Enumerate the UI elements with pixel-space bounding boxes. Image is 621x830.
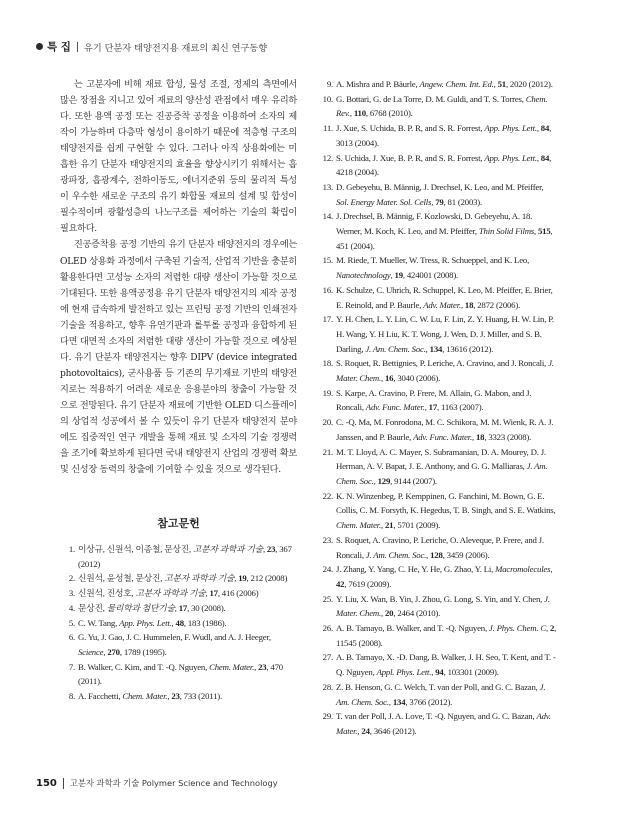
reference-text: J. Zhang, Y. Yang, C. He, Y. He, G. Zhao, Y. Li, Macromolecules, 42, 7619 (2009). — [336, 564, 553, 589]
body-paragraph: 는 고분자에 비해 재료 합성, 물성 조절, 정제의 측면에서 많은 장점을 지니고 있어 재료의 양산성 관점에서 매우 유리하다. 또한 용액 공정 또는 진공증착 공정을 이용하여 소자의 제작이 가능하며 다층막 형성이 용이하기 때문에 적층형 구조의 태양전지를 쉽게 구현할 수 있다. 그러나 아직 상용화에는 미흡한 유기 단분자 태양전지의 효율을 향상시키기 위해서는 흡광파장, 흡광계수, 전하이동도, 에너지준위 등의 물리적 특성이 우수한 새로운 구조의 유기 화합물 재료의 설계 및 합성이 필수적이며 광활성층의 나노구조를 제어하는 기술의 확립이 필요하다. — [60, 80, 297, 235]
reference-pages-year: , 3646 (2012). — [369, 725, 417, 736]
reference-text: A. Mishra and P. Bäurle, Angew. Chem. Int. Ed., 51, 2020 (2012). — [336, 79, 553, 89]
reference-pages-year: , 2872 (2006). — [473, 299, 521, 310]
reference-item — [317, 386, 557, 415]
reference-journal: J. Phys. Chem. C — [488, 623, 546, 634]
reference-pages-year: , 3040 (2006). — [393, 373, 441, 384]
reference-journal: Angew. Chem. Int. Ed. — [419, 79, 494, 89]
reference-item — [317, 92, 557, 121]
reference-text: A. Facchetti, Chem. Mater., 23, 733 (2011). — [78, 691, 222, 702]
reference-pages-year: , 13616 (2012). — [442, 343, 494, 354]
reference-text: 문상진, 물리학과 첨단기술, 17, 30 (2008). — [78, 602, 226, 613]
reference-authors: J. Drechsel, B. Männig, F. Kozlowski, D. Gebeyehu, A. 18. Werner, M. Koch, K. Leo, and M. Pfeiffer, — [336, 211, 533, 237]
reference-journal: Science — [78, 646, 104, 657]
reference-authors: S. Roquet, R. Bettignies, P. Leriche, A. Cravino, and J. Roncali, — [336, 358, 549, 369]
reference-journal: Thin Solid Films — [478, 226, 535, 237]
reference-text: M. Riede, T. Mueller, W. Tress, R. Schueppel, and K. Leo, Nanotechnology, 19, 424001 (2008). — [336, 255, 530, 281]
reference-pages-year: , 733 (2011). — [179, 691, 222, 702]
reference-item — [317, 415, 557, 444]
reference-journal: Chem. Mater. — [209, 661, 255, 672]
reference-volume: 51 — [497, 79, 506, 89]
reference-authors: G. Yu, J. Gao, J. C. Hummelen, F. Wudl, and A. J. Heeger, — [78, 632, 271, 643]
reference-volume: 17 — [428, 402, 438, 413]
reference-volume: 110 — [353, 108, 366, 119]
reference-journal: J. Mater. Chem. — [336, 358, 554, 384]
reference-journal: Appl. Phys. Lett. — [376, 667, 432, 678]
reference-item — [317, 151, 557, 180]
reference-authors: S. Karpe, A. Cravino, P. Frere, M. Allain, G. Mabon, and J. Roncali, — [336, 387, 532, 413]
reference-volume: 16 — [384, 373, 394, 384]
reference-volume: 19 — [394, 270, 403, 281]
reference-text: Z. B. Henson, G. C. Welch, T. van der Poll, and G. C. Bazan, J. Am. Chem. Soc., 134, 3766 (2012). — [336, 681, 546, 707]
reference-pages-year: , 3459 (2006). — [442, 549, 490, 560]
header-divider — [77, 42, 78, 52]
footer-divider — [63, 778, 64, 789]
journal-name: 고분자 과학과 기술 Polymer Science and Technology — [69, 778, 278, 788]
reference-number: 18. — [322, 358, 333, 369]
reference-authors: S. Uchida, J. Xue, B. P. R, and S. R. Forrest, — [336, 152, 485, 163]
reference-journal: Chem. Mater. — [336, 520, 381, 531]
reference-item — [60, 586, 300, 601]
reference-text: A. B. Tamayo, X. -D. Dang, B. Walker, J. H. Seo, T. Kent, and T. -Q. Nguyen, Appl. Phys. Lett., 94, 103301 (2009). — [336, 652, 556, 678]
reference-number: 17. — [322, 314, 333, 325]
reference-volume: 128 — [430, 549, 443, 560]
reference-journal: App. Phys. Lett. — [119, 617, 172, 628]
reference-journal: J. Am. Chem. Soc. — [336, 681, 546, 707]
reference-number: 26. — [322, 623, 333, 634]
reference-number: 3. — [68, 588, 75, 599]
page-footer — [36, 777, 278, 789]
reference-pages-year: , 451 (2004). — [336, 226, 553, 251]
reference-text: B. Walker, C. Kim, and T. -Q. Nguyen, Chem. Mater., 23, 470 (2011). — [78, 661, 283, 687]
reference-authors: G. Bottari, G. de La Torre, D. M. Guldi, and T. S. Torres, — [336, 93, 526, 104]
reference-journal: Macromolecules — [495, 564, 551, 575]
body-text-column — [60, 77, 297, 478]
reference-authors: S. Roquet, A. Cravino, P. Leriche, O. Aleveque, P. Frere, and J. Roncali, — [336, 534, 544, 560]
reference-volume: 129 — [377, 475, 391, 486]
reference-volume: 19 — [238, 573, 247, 584]
reference-item — [317, 533, 557, 562]
reference-pages-year: , 2020 (2012). — [505, 79, 553, 89]
reference-pages-year: , 1789 (1995). — [119, 646, 167, 657]
reference-pages-year: , 6768 (2010). — [365, 108, 413, 119]
reference-number: 24. — [322, 564, 333, 575]
reference-journal: 고분자 과학과 기술 — [135, 588, 206, 599]
reference-item — [317, 562, 557, 591]
reference-authors: D. Gebeyehu, B. Männig, J. Drechsel, K. Leo, and M. Pfeiffer, — [336, 181, 544, 192]
reference-number: 10. — [322, 93, 333, 104]
reference-authors: 문상진, — [78, 602, 107, 613]
reference-text: C. W. Tang, App. Phys. Lett., 48, 183 (1986). — [78, 617, 227, 628]
reference-authors: A. Facchetti, — [78, 691, 123, 702]
reference-item — [317, 592, 557, 621]
reference-pages-year: , 9144 (2007). — [390, 475, 437, 486]
reference-volume: 23 — [171, 691, 180, 702]
reference-journal: App. Phys. Lett. — [484, 152, 537, 163]
reference-item — [60, 601, 300, 616]
reference-text: J. Drechsel, B. Männig, F. Kozlowski, D. Gebeyehu, A. 18. Werner, M. Koch, K. Leo, and M. Pfeiffer, Thin Solid Films, 515, 451 (2004). — [336, 211, 553, 251]
reference-text: M. T. Lloyd, A. C. Mayer, S. Subramanian, D. A. Mourey, D. J. Herman, A. V. Bapat, J. E. Anthony, and G. G. Malliaras, J. Am. Chem. Soc., 129, 9144 (2007). — [336, 446, 548, 486]
page-header — [36, 39, 267, 54]
reference-item — [317, 77, 557, 92]
references-list-right — [317, 77, 557, 739]
reference-journal: J. Mater. Chem. — [336, 593, 550, 619]
reference-pages-year: , 11545 (2008). — [336, 623, 557, 648]
reference-item — [317, 445, 557, 489]
reference-item — [317, 180, 557, 209]
reference-journal: J. Am. Chem. Soc. — [365, 549, 427, 560]
reference-item — [60, 660, 300, 689]
reference-number: 15. — [322, 255, 333, 266]
reference-pages-year: , 30 (2008). — [187, 602, 226, 613]
reference-volume: 20 — [384, 608, 394, 619]
reference-pages-year: , 212 (2008) — [246, 573, 288, 584]
reference-volume: 18 — [464, 299, 474, 310]
reference-number: 12. — [322, 152, 333, 163]
reference-text: G. Yu, J. Gao, J. C. Hummelen, F. Wudl, and A. J. Heeger, Science, 270, 1789 (1995). — [78, 632, 271, 657]
reference-volume: 79 — [435, 196, 444, 207]
reference-pages-year: , 81 (2003). — [443, 196, 482, 207]
reference-number: 13. — [322, 181, 333, 192]
reference-journal: J. Am. Chem. Soc. — [365, 343, 426, 354]
reference-number: 4. — [68, 602, 75, 613]
reference-item — [317, 121, 557, 150]
reference-volume: 23 — [258, 661, 267, 672]
reference-journal: J. Am. Chem. Soc. — [336, 461, 548, 486]
reference-authors: Z. B. Henson, G. C. Welch, T. van der Poll, and G. C. Bazan, — [336, 681, 540, 692]
bullet-icon — [36, 43, 43, 50]
reference-number: 25. — [322, 593, 333, 604]
reference-item — [317, 283, 557, 312]
reference-journal: Chem. Mater. — [122, 691, 168, 702]
reference-text: Y. H. Chen, L. Y. Lin, C. W. Lu, F. Lin, Z. Y. Huang, H. W. Lin, P. H. Wang, Y. H Liu, K. T. Wong, J. Wen, D. J. Miller, and S. B. Darling, J. Am. Chem. Soc., 134, 13616 (2012). — [336, 314, 554, 354]
reference-text: J. Xue, S. Uchida, B. P. R, and S. R. Forrest, App. Phys. Lett., 84, 3013 (2004). — [336, 123, 552, 148]
reference-authors: A. Mishra and P. Bäurle, — [336, 79, 420, 89]
reference-volume: 24 — [361, 725, 370, 736]
reference-number: 19. — [322, 387, 333, 398]
reference-pages-year: , 367 (2012) — [78, 544, 292, 569]
reference-item — [60, 571, 300, 586]
reference-text: K. Schulze, C. Uhrich, R. Schuppel, K. Leo, M. Pfeiffer, E. Brier, E. Reinold, and P. Baurle, Adv. Mater., 18, 2872 (2006). — [336, 284, 553, 310]
reference-text: Y. Liu, X. Wan, B. Yin, J. Zhou, G. Long, S. Yin, and Y. Chen, J. Mater. Chem., 20, 2464 (2010). — [336, 593, 550, 619]
reference-authors: M. T. Lloyd, A. C. Mayer, S. Subramanian, D. A. Mourey, D. J. Herman, A. V. Bapat, J. E. Anthony, and G. G. Malliaras, — [336, 446, 546, 472]
reference-pages-year: , 7619 (2009). — [344, 578, 392, 589]
reference-item — [60, 616, 300, 631]
reference-pages-year: , 183 (1986). — [183, 617, 227, 628]
reference-authors: J. Xue, S. Uchida, B. P. R, and S. R. Forrest, — [336, 123, 485, 134]
reference-pages-year: , 3323 (2008). — [484, 431, 532, 442]
reference-text: K. N. Winzenbeg, P. Kemppinen, G. Fanchini, M. Bown, G. E. Collis, C. M. Forsyth, K. Hegedus, T. B. Singh, and S. E. Watkins, Chem. Mater., 21, 5701 (2009). — [336, 490, 556, 531]
reference-number: 5. — [68, 617, 75, 628]
reference-journal: Adv. Func. Mater. — [413, 431, 472, 442]
reference-authors: 신원석, 윤성철, 문상진, — [78, 573, 165, 584]
reference-pages-year: , 3013 (2004). — [336, 123, 552, 148]
reference-text: C. -Q. Ma, M. Fonrodona, M. C. Schikora, M. M. Wienk, R. A. J. Janssen, and P. Baurle, Adv. Func. Mater., 18, 3323 (2008). — [336, 417, 554, 442]
reference-pages-year: , 3766 (2012). — [405, 696, 453, 707]
reference-text: S. Roquet, A. Cravino, P. Leriche, O. Aleveque, P. Frere, and J. Roncali, J. Am. Chem. Soc., 128, 3459 (2006). — [336, 534, 544, 560]
reference-authors: C. W. Tang, — [78, 617, 120, 628]
page-number: 150 — [36, 777, 57, 789]
reference-number: 7. — [68, 661, 75, 672]
reference-item — [60, 689, 300, 704]
reference-authors: A. B. Tamayo, X. -D. Dang, B. Walker, J. H. Seo, T. Kent, and T. -Q. Nguyen, — [336, 652, 556, 678]
reference-item — [317, 253, 557, 282]
reference-number: 28. — [322, 681, 333, 692]
reference-pages-year: , 1163 (2007). — [437, 402, 484, 413]
reference-number: 2. — [68, 573, 75, 584]
reference-pages-year: , 416 (2006) — [217, 588, 259, 599]
reference-authors: 신원석, 진성호, — [78, 588, 136, 599]
body-paragraph: 진공증착용 공정 기반의 유기 단분자 태양전지의 경우에는 OLED 상용화 과정에서 구축된 기술적, 산업적 기반을 충분히 활용한다면 고성능 소자의 저렴한 대량 생산이 가능할 것으로 기대된다. 또한 용액공정용 유기 단분자 태양전지의 제작 공정에 현재 급속하게 발전하고 있는 프린팅 공정 기반의 인쇄전자 기술을 적용하고, 향후 유연기판과 롤투롤 공정과 융합하게 된다면 대면적 소자의 저렴한 대량 생산이 가능할 것으로 예상된다. 유기 단분자 태양전지는 향후 DIPV (device integrated photovoltaics), 군사용품 등 기존의 무기재료 기반의 태양전지로는 적용하기 어려운 새로운 응용분야의 창출이 가능할 것으로 전망된다. 유기 단분자 재료에 기반한 OLED 디스플레이의 상업적 성공에서 볼 수 있듯이 유기 단분자 태양전지 분야에도 집중적인 연구 개발을 통해 재료 및 소자의 기술 경쟁력을 조기에 확보하게 된다면 국내 태양전지 산업의 경쟁력 확보 및 신성장 동력의 창출에 기여할 수 있을 것으로 생각된다. — [60, 240, 297, 476]
references-heading: 참고문헌 — [157, 517, 200, 530]
reference-journal: Sol. Energy Mater. Sol. Cells — [336, 196, 432, 207]
reference-authors: Y. Liu, X. Wan, B. Yin, J. Zhou, G. Long, S. Yin, and Y. Chen, — [336, 593, 545, 604]
reference-pages-year: , 470 (2011). — [78, 661, 283, 687]
reference-pages-year: , 5701 (2009). — [393, 520, 441, 531]
reference-number: 16. — [322, 284, 333, 295]
reference-item — [60, 542, 300, 571]
references-list-left — [60, 542, 300, 704]
reference-text: 신원석, 진성호, 고분자 과학과 기술, 17, 416 (2006) — [78, 588, 259, 599]
reference-authors: A. B. Tamayo, B. Walker, and T. -Q. Nguyen, — [336, 623, 489, 634]
reference-text: S. Karpe, A. Cravino, P. Frere, M. Allain, G. Mabon, and J. Roncali, Adv. Func. Mater., 17, 1163 (2007). — [336, 387, 532, 413]
reference-authors: K. Schulze, C. Uhrich, R. Schuppel, K. Leo, M. Pfeiffer, E. Brier, E. Reinold, and P. Baurle, — [336, 284, 553, 310]
reference-text: G. Bottari, G. de La Torre, D. M. Guldi, and T. S. Torres, Chem. Rev., 110, 6768 (2010). — [336, 93, 548, 119]
reference-pages-year: , 2464 (2010). — [393, 608, 441, 619]
reference-text: 신원석, 윤성철, 문상진, 고분자 과학과 기술, 19, 212 (2008) — [78, 573, 288, 584]
reference-text: S. Roquet, R. Bettignies, P. Leriche, A. Cravino, and J. Roncali, J. Mater. Chem., 16, 3040 (2006). — [336, 358, 554, 384]
reference-text: A. B. Tamayo, B. Walker, and T. -Q. Nguyen, J. Phys. Chem. C, 2, 11545 (2008). — [336, 623, 557, 648]
reference-authors: J. Zhang, Y. Yang, C. He, Y. He, G. Zhao, Y. Li, — [336, 564, 496, 575]
reference-volume: 84 — [540, 123, 550, 134]
reference-authors: 이상규, 신원석, 이종철, 문상진, — [78, 544, 193, 554]
reference-pages-year: , 103301 (2009). — [443, 667, 499, 678]
reference-journal: 물리학과 첨단기술 — [106, 602, 175, 613]
reference-authors: C. -Q. Ma, M. Fonrodona, M. C. Schikora, M. M. Wienk, R. A. J. Janssen, and P. Baurle, — [336, 417, 554, 442]
reference-number: 14. — [322, 211, 333, 222]
reference-volume: 42 — [336, 578, 345, 589]
reference-number: 29. — [322, 711, 333, 722]
reference-pages-year: , 424001 (2008). — [402, 270, 459, 281]
reference-item — [317, 709, 557, 738]
reference-number: 8. — [68, 691, 75, 702]
reference-item — [317, 650, 557, 679]
reference-number: 22. — [322, 490, 333, 501]
reference-number: 27. — [322, 652, 333, 663]
reference-authors: M. Riede, T. Mueller, W. Tress, R. Schueppel, and K. Leo, — [336, 255, 530, 266]
reference-journal: Nanotechnology — [336, 270, 391, 281]
reference-journal: App. Phys. Lett. — [484, 123, 537, 134]
reference-volume: 270 — [107, 646, 120, 657]
reference-text: D. Gebeyehu, B. Männig, J. Drechsel, K. Leo, and M. Pfeiffer, Sol. Energy Mater. Sol. Cells, 79, 81 (2003). — [336, 181, 544, 207]
reference-volume: 48 — [175, 617, 184, 628]
reference-volume: 17 — [209, 588, 218, 599]
reference-item — [317, 209, 557, 253]
reference-number: 20. — [322, 417, 333, 428]
reference-item — [60, 630, 300, 659]
reference-volume: 17 — [178, 602, 188, 613]
reference-volume: 94 — [435, 667, 444, 678]
reference-authors: B. Walker, C. Kim, and T. -Q. Nguyen, — [78, 661, 210, 672]
reference-volume: 18 — [475, 431, 485, 442]
reference-item — [317, 621, 557, 650]
reference-authors: Y. H. Chen, L. Y. Lin, C. W. Lu, F. Lin, Z. Y. Huang, H. W. Lin, P. H. Wang, Y. H Liu, K. T. Wong, J. Wen, D. J. Miller, and S. B. Darling, — [336, 314, 554, 354]
reference-journal: Adv. Func. Mater. — [365, 402, 425, 413]
reference-volume: 23 — [266, 544, 276, 554]
reference-number: 23. — [322, 534, 333, 545]
reference-volume: 21 — [384, 520, 394, 531]
reference-volume: 2 — [549, 623, 555, 634]
reference-volume: 84 — [540, 152, 550, 163]
reference-text: 이상규, 신원석, 이종철, 문상진, 고분자 과학과 기술, 23, 367 (2012) — [78, 544, 292, 569]
reference-item — [317, 489, 557, 533]
reference-volume: 515 — [538, 226, 551, 237]
section-label: 특 집 — [47, 41, 71, 53]
reference-text: S. Uchida, J. Xue, B. P. R, and S. R. Forrest, App. Phys. Lett., 84, 4218 (2004). — [336, 152, 552, 178]
reference-number: 21. — [322, 446, 333, 457]
reference-item — [317, 356, 557, 385]
running-title: 유기 단분자 태양전지용 재료의 최신 연구동향 — [83, 42, 268, 54]
reference-journal: 고분자 과학과 기술 — [192, 544, 263, 554]
reference-journal: Chem. Rev. — [336, 93, 548, 119]
reference-journal: Adv. Mater. — [423, 299, 461, 310]
reference-volume: 134 — [392, 696, 406, 707]
reference-number: 1. — [68, 544, 75, 554]
reference-text: T. van der Poll, J. A. Love, T. -Q. Nguyen, and G. C. Bazan, Adv. Mater., 24, 3646 (2012). — [336, 711, 551, 736]
reference-volume: 134 — [429, 343, 443, 354]
reference-pages-year: , 4218 (2004). — [336, 152, 552, 178]
reference-number: 6. — [68, 632, 75, 643]
reference-authors: K. N. Winzenbeg, P. Kemppinen, G. Fanchini, M. Bown, G. E. Collis, C. M. Forsyth, K. Hegedus, T. B. Singh, and S. E. Watkins, — [336, 490, 556, 516]
reference-number: 9. — [326, 79, 333, 89]
reference-item — [317, 312, 557, 356]
reference-number: 11. — [322, 123, 333, 134]
reference-journal: Adv. Mater. — [336, 711, 551, 736]
reference-journal: 고분자 과학과 기술 — [164, 573, 235, 584]
reference-item — [317, 680, 557, 709]
reference-authors: T. van der Poll, J. A. Love, T. -Q. Nguyen, and G. C. Bazan, — [336, 711, 537, 722]
